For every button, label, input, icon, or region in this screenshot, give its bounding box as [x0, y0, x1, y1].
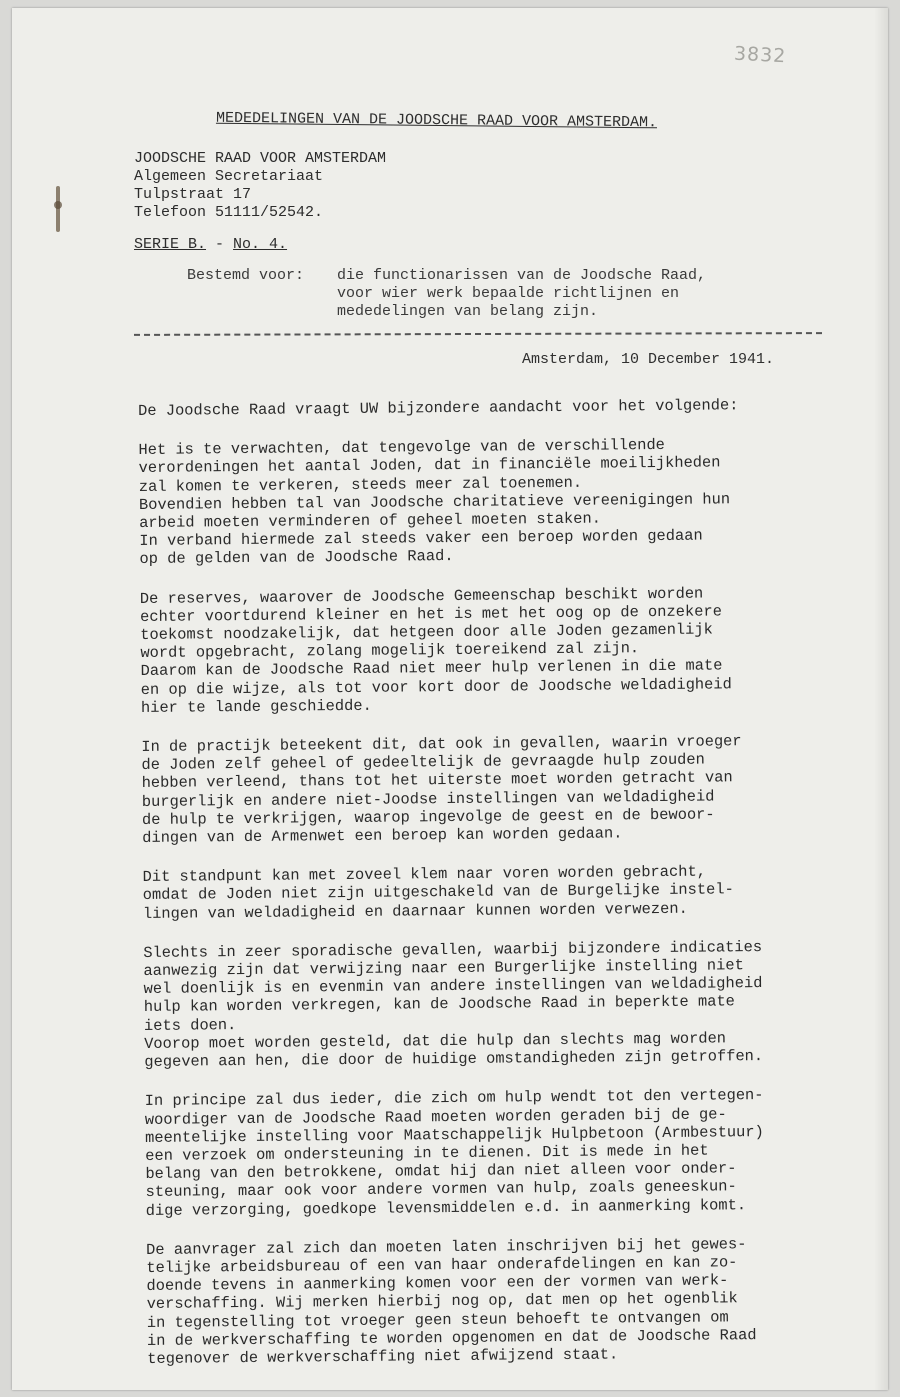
paragraph [140, 583, 871, 717]
paragraph-line: een verzoek om ondersteuning in te dienen. Dit is mede in het [145, 1141, 709, 1165]
paragraph-line: echter voortdurend kleiner en het is met het oog op de onzekere [139, 602, 722, 626]
letter-body [138, 395, 877, 1389]
archive-number: 3832 [733, 42, 787, 68]
paragraph-line: In de practijk beteekent dit, dat ook in gevallen, waarin vroeger [141, 732, 742, 757]
paragraph-line: De aanvrager zal zich dan moeten laten inschrijven bij het gewes- [146, 1234, 747, 1259]
date-line: Amsterdam, 10 December 1941. [522, 351, 775, 368]
paper-stain [56, 186, 60, 232]
paragraph-line: steuning, maar ook voor andere vormen van hulp, zoals geneeskun- [145, 1177, 737, 1202]
paragraph [145, 1085, 876, 1219]
paragraph [146, 1234, 877, 1368]
paragraph-line: Voorop moet worden gesteld, dat die hulp dan slechts mag worden [144, 1029, 727, 1053]
paragraph-line: zal komen te verkeren, steeds meer zal toenemen. [138, 473, 583, 496]
paragraph-line: hulp kan worden verkregen, kan de Joodsche Raad in beperkte mate [143, 992, 735, 1017]
divider [134, 332, 822, 336]
paragraph-list [138, 434, 877, 1368]
address-line: Tulpstraat 17 [134, 186, 252, 203]
paragraph-line: dingen van de Armenwet een beroep kan worden gedaan. [142, 824, 623, 848]
paragraph-line: en op die wijze, als tot voor kort door de Joodsche weldadigheid [140, 674, 732, 699]
paragraph-line: in tegenstelling tot vroeger geen steun behoeft te ontvangen om [146, 1307, 729, 1332]
audience-line: die functionarissen van de Joodsche Raad, [337, 267, 707, 284]
paragraph-line: Bovendien hebben tal van Joodsche charitatieve vereenigingen hun [138, 490, 731, 514]
paragraph-line: de hulp te verkrijgen, waarop ingevolge de geest en de bewoor- [141, 805, 715, 829]
paragraph-line: hebben verleend, thans tot het uiterste moet worden getracht van [141, 768, 733, 793]
paragraph-line: hier te lande geschiedde. [140, 696, 372, 717]
paragraph-line: telijke arbeidsbureau of een van haar onderafdelingen en kan zo- [146, 1253, 738, 1277]
address-line: Algemeen Secretariaat [134, 168, 324, 185]
paragraph-line: Het is te verwachten, dat tengevolge van de verschillende [138, 436, 665, 460]
audience-line: mededelingen van belang zijn. [337, 303, 599, 320]
paragraph-line: wordt opgebracht, zolang mogelijk toereikend zal zijn. [140, 639, 640, 663]
paragraph-line: in de werkverschaffing te worden opgenomen en dat de Joodsche Raad [146, 1325, 757, 1350]
audience-label: Bestemd voor: [187, 267, 305, 284]
document-heading: MEDEDELINGEN VAN DE JOODSCHE RAAD VOOR AMSTERDAM. [215, 109, 658, 132]
paragraph-line: Dit standpunt kan met zoveel klem naar voren worden gebracht, [142, 862, 707, 887]
paragraph-line: woordiger van de Joodsche Raad moeten worden geraden bij de ge- [144, 1104, 727, 1129]
paragraph-line: arbeid moeten verminderen of geheel moeten staken. [139, 509, 602, 533]
intro-sentence: De Joodsche Raad vraagt UW bijzondere aandacht voor het volgende: [138, 396, 739, 420]
audience-block [187, 267, 706, 321]
paragraph [141, 731, 872, 847]
paper-stain [54, 201, 62, 209]
address-line: Telefoon 51111/52542. [134, 204, 324, 221]
paragraph [138, 434, 869, 568]
paragraph-line: Slechts in zeer sporadische gevallen, waarbij bijzondere indicaties [143, 937, 763, 962]
paragraph-line: verordeningen het aantal Joden, dat in financiële moeilijkheden [138, 453, 721, 478]
paragraph-line: burgerlijk en andere niet-Joodse instellingen van weldadigheid [141, 787, 715, 811]
document-page [12, 8, 888, 1390]
paragraph-line: De reserves, waarover de Joodsche Gemeenschap beschikt worden [139, 584, 704, 608]
paragraph-line: toekomst noodzakelijk, dat hetgeen door alle Joden gezamenlijk [140, 620, 713, 645]
paragraph-line: In principe zal dus ieder, die zich om hulp wendt tot den vertegen- [144, 1086, 764, 1111]
paragraph-line: de Joden zelf geheel of gedeeltelijk de gevraagde hulp zouden [141, 750, 705, 775]
paragraph [142, 861, 872, 923]
paragraph-line: verschaffing. Wij merken hierbij nog op, dat men op het ogenblik [146, 1289, 738, 1314]
paragraph-line: Daarom kan de Joodsche Raad niet meer hulp verlenen in die mate [140, 656, 723, 681]
series-separator: - [206, 236, 234, 253]
paragraph-line: wel doenlijk is en evenmin van andere instellingen van weldadigheid [143, 974, 763, 999]
paragraph [143, 937, 874, 1071]
paragraph-line: belang van den betrokkene, omdat hij dan niet alleen voor onder- [145, 1159, 737, 1184]
paragraph-line: tegenover de werkverschaffing niet afwijzend staat. [147, 1345, 619, 1368]
paragraph-line: iets doen. [143, 1015, 237, 1035]
paragraph-line: op de gelden van de Joodsche Raad. [139, 547, 454, 569]
paragraph-line: omdat de Joden niet zijn uitgeschakeld van de Burgelijke instel- [142, 880, 734, 905]
paragraph-line: gegeven aan hen, die door de huidige omstandigheden zijn getroffen. [144, 1047, 764, 1072]
paragraph-line: lingen van weldadigheid en daarnaar kunnen worden verwezen. [142, 899, 688, 923]
series-line [134, 236, 287, 253]
audience-line: voor wier werk bepaalde richtlijnen en [337, 285, 680, 302]
paragraph-line: dige verzorging, goedkope levensmiddelen e.d. in aanmerking komt. [145, 1195, 747, 1220]
paragraph-line: doende tevens in aanmerking komen voor een der vormen van werk- [146, 1271, 729, 1296]
paragraph-line: aanwezig zijn dat verwijzing naar een Burgerlijke instelling niet [143, 956, 744, 981]
series-label: SERIE B. [134, 236, 207, 253]
series-number: No. 4. [233, 236, 288, 253]
paragraph-line: In verband hiermede zal steeds vaker een beroep worden gedaan [139, 526, 703, 551]
paragraph-line: meentelijke instelling voor Maatschappelijk Hulpbetoon (Armbestuur) [144, 1122, 764, 1147]
sender-address [134, 150, 386, 222]
address-line: JOODSCHE RAAD VOOR AMSTERDAM [134, 150, 387, 167]
